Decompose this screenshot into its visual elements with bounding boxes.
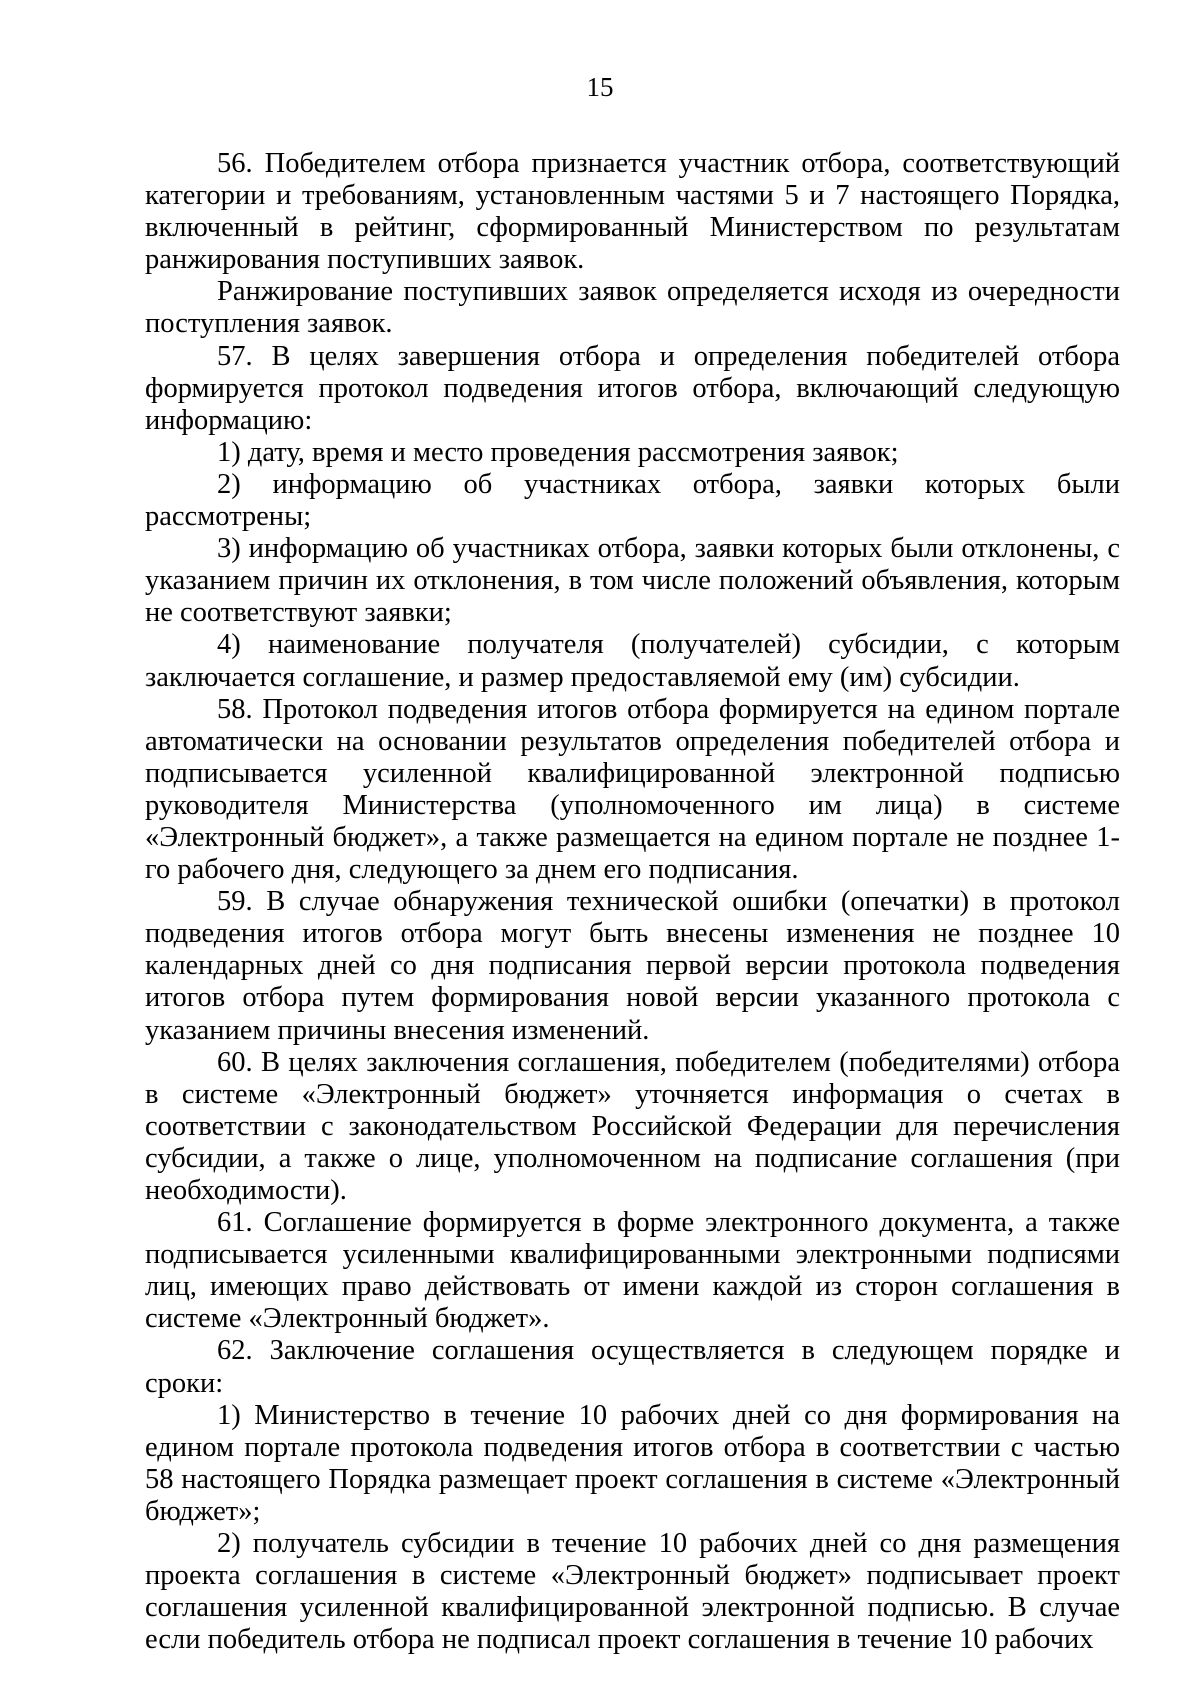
paragraph-57-item-3: 3) информацию об участниках отбора, заявки которых были отклонены, с указанием причин их отклонения, в том числе положений объявления, которым не соответствуют заявки; (145, 533, 1120, 629)
paragraph-60: 60. В целях заключения соглашения, победителем (победителями) отбора в системе «Электронный бюджет» уточняется информация о счетах в соответствии с законодательством Российской Федерации для перечисления субсидии, а также о лице, уполномоченном на подписание соглашения (при необходимости). (145, 1046, 1120, 1206)
paragraph-62: 62. Заключение соглашения осуществляется в следующем порядке и сроки: (145, 1335, 1120, 1399)
paragraph-62-item-2: 2) получатель субсидии в течение 10 рабочих дней со дня размещения проекта соглашения в системе «Электронный бюджет» подписывает проект соглашения усиленной квалифицированной электронной подписью. В случае если победитель отбора не подписал проект соглашения в течение 10 рабочих (145, 1528, 1120, 1656)
paragraph-62-item-1: 1) Министерство в течение 10 рабочих дней со дня формирования на едином портале протокола подведения итогов отбора в соответствии с частью 58 настоящего Порядка размещает проект соглашения в системе «Электронный бюджет»; (145, 1399, 1120, 1527)
paragraph-58: 58. Протокол подведения итогов отбора формируется на едином портале автоматически на основании результатов определения победителей отбора и подписывается усиленной квалифицированной электронной подписью руководителя Министерства (уполномоченного им лица) в системе «Электронный бюджет», а также размещается на едином портале не позднее 1-го рабочего дня, следующего за днем его подписания. (145, 693, 1120, 886)
paragraph-ranking: Ранжирование поступивших заявок определяется исходя из очередности поступления заявок. (145, 276, 1120, 340)
paragraph-57-item-2: 2) информацию об участниках отбора, заявки которых были рассмотрены; (145, 468, 1120, 533)
document-body (145, 148, 1120, 1656)
paragraph-56: 56. Победителем отбора признается участник отбора, соответствующий категории и требованиям, установленным частями 5 и 7 настоящего Порядка, включенный в рейтинг, сформированный Министерством по результатам ранжирования поступивших заявок. (145, 148, 1120, 276)
paragraph-61: 61. Соглашение формируется в форме электронного документа, а также подписывается усиленными квалифицированными электронными подписями лиц, имеющих право действовать от имени каждой из сторон соглашения в системе «Электронный бюджет». (145, 1207, 1120, 1335)
paragraph-57-item-1: 1) дату, время и место проведения рассмотрения заявок; (217, 436, 899, 468)
paragraph-57-item-4: 4) наименование получателя (получателей) субсидии, с которым заключается соглашение, и размер предоставляемой ему (им) субсидии. (145, 629, 1120, 693)
paragraph-57: 57. В целях завершения отбора и определения победителей отбора формируется протокол подведения итогов отбора, включающий следующую информацию: (145, 340, 1120, 436)
page-number: 15 (586, 72, 614, 102)
paragraph-59: 59. В случае обнаружения технической ошибки (опечатки) в протокол подведения итогов отбора могут быть внесены изменения не позднее 10 календарных дней со дня подписания первой версии протокола подведения итогов отбора путем формирования новой версии указанного протокола с указанием причины внесения изменений. (145, 886, 1120, 1046)
